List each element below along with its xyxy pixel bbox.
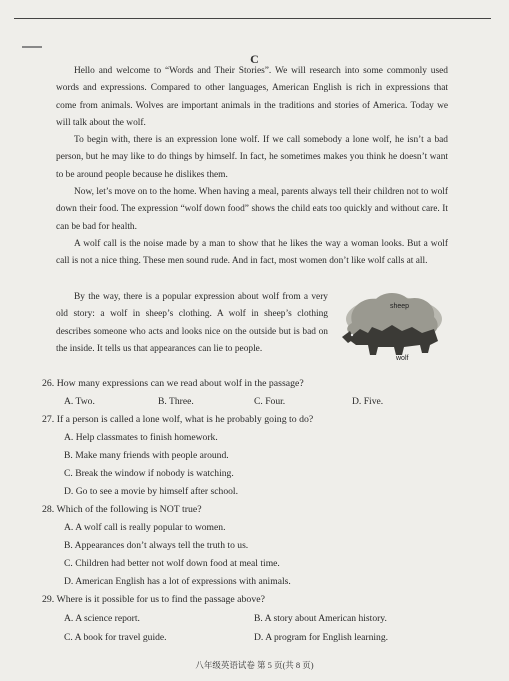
- q27-option-c[interactable]: C. Break the window if nobody is watching.: [64, 468, 234, 479]
- q26-option-d[interactable]: D. Five.: [352, 396, 384, 407]
- paragraph-sheep-clothing: By the way, there is a popular expression about wolf from a very old story: a wolf in sheep’s clothing. A wolf in sheep’s clothing describes someone who acts and looks nice on the outside but is bad on the inside. It tells us that appearances can lie to people.: [56, 292, 328, 354]
- q26-option-a[interactable]: A. Two.: [64, 396, 95, 407]
- q28-option-c[interactable]: C. Children had better not wolf down food at meal time.: [64, 558, 280, 569]
- q28-option-b[interactable]: B. Appearances don’t always tell the truth to us.: [64, 540, 249, 551]
- wolf-in-sheep-figure: [338, 289, 446, 361]
- paragraph-lone-wolf: To begin with, there is an expression lone wolf. If we call somebody a lone wolf, he isn’t a bad person, but he may like to do things by himself. In fact, he sometimes makes you think he doesn’t want to be around people because he dislikes them.: [56, 135, 448, 180]
- question-28: 28. Which of the following is NOT true?: [42, 504, 202, 515]
- wolf-illustration: [338, 289, 446, 361]
- q29-option-b[interactable]: B. A story about American history.: [254, 613, 387, 624]
- paragraph-wolf-call: A wolf call is the noise made by a man to show that he likes the way a woman looks. But a wolf call is not a nice thing. These men sound rude. And in fact, most women don’t like wolf calls at all.: [56, 239, 448, 267]
- q29-option-d[interactable]: D. A program for English learning.: [254, 632, 389, 643]
- question-27: 27. If a person is called a lone wolf, what is he probably going to do?: [42, 414, 314, 425]
- q27-option-d[interactable]: D. Go to see a movie by himself after school.: [64, 486, 238, 497]
- question-26: 26. How many expressions can we read about wolf in the passage?: [42, 378, 304, 389]
- q27-option-b[interactable]: B. Make many friends with people around.: [64, 450, 229, 461]
- question-29: 29. Where is it possible for us to find the passage above?: [42, 594, 265, 605]
- q28-option-d[interactable]: D. American English has a lot of expressions with animals.: [64, 576, 291, 587]
- figure-label-sheep: sheep: [390, 303, 410, 310]
- q26-option-b[interactable]: B. Three.: [158, 396, 194, 407]
- paragraph-wolf-down: Now, let’s move on to the home. When having a meal, parents always tell their children not to wolf down their food. The expression “wolf down food” shows the child eats too quickly and without care. It can be bad for health.: [56, 187, 448, 232]
- q26-option-c[interactable]: C. Four.: [254, 396, 286, 407]
- top-rule: [14, 18, 491, 19]
- q29-option-c[interactable]: C. A book for travel guide.: [64, 632, 167, 643]
- figure-label-wolf: wolf: [396, 355, 409, 361]
- q28-option-a[interactable]: A. A wolf call is really popular to women.: [64, 522, 226, 533]
- margin-mark: [22, 46, 42, 48]
- paragraph-intro: Hello and welcome to “Words and Their Stories”. We will research into some commonly used words and expressions. Compared to other languages, American English is rich in expressions that come from animals. Wolves are important animals in the traditions and stories of America. Today we will talk about the wolf.: [56, 66, 448, 128]
- page-footer: 八年级英语试卷 第 5 页(共 8 页): [195, 660, 314, 670]
- section-title: C: [250, 52, 259, 66]
- q27-option-a[interactable]: A. Help classmates to finish homework.: [64, 432, 218, 443]
- q29-option-a[interactable]: A. A science report.: [64, 613, 140, 624]
